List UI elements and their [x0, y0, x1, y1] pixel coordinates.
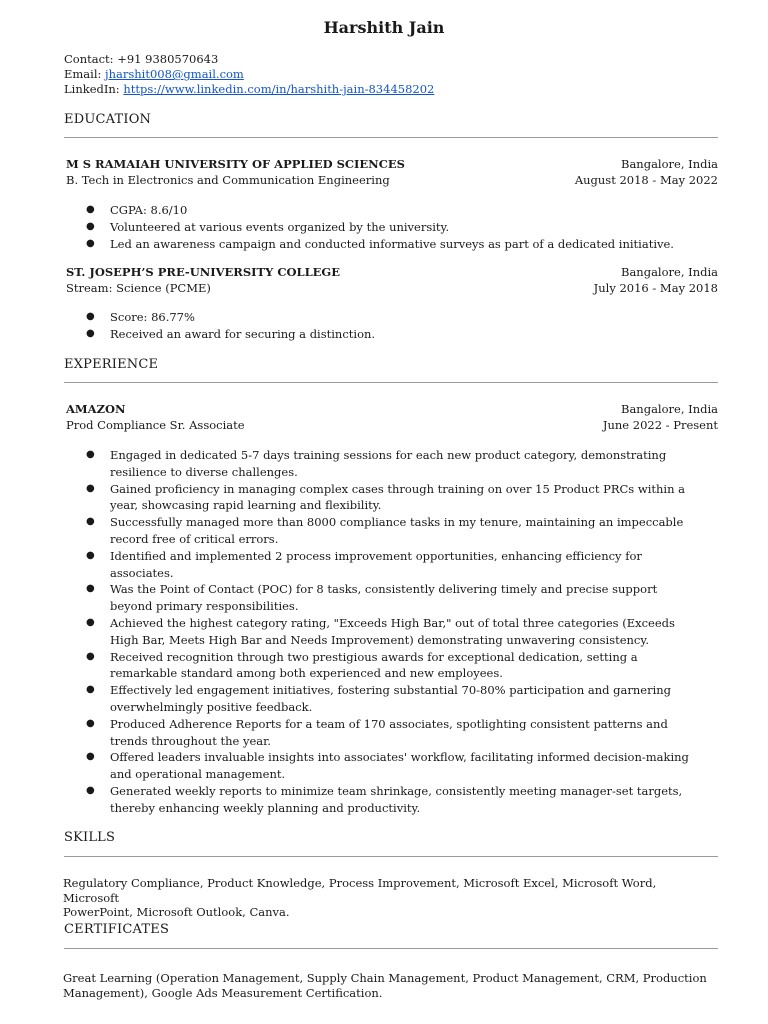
- degree: B. Tech in Electronics and Communication Engineering: [66, 173, 390, 187]
- bullet-icon: ●: [86, 549, 95, 561]
- bullet-icon: ●: [86, 449, 95, 460]
- list-item: ● Led an awareness campaign and conducted informative surveys as part of a dedicated initiative.: [86, 236, 674, 251]
- education-entry-1: [66, 156, 718, 188]
- linkedin-link[interactable]: https://www.linkedin.com/in/harshith-jain-834458202: [123, 82, 435, 96]
- institution-location: Bangalore, India: [621, 157, 718, 171]
- education-entry-2: [66, 264, 718, 296]
- bullet-icon: ●: [86, 650, 95, 662]
- section-divider: [64, 137, 718, 138]
- section-divider: [64, 382, 718, 383]
- list-item: ● Gained proficiency in managing complex cases through training on over 15 Product PRCs within a year, showcasing rapid learning and flexibility.: [86, 481, 686, 513]
- section-divider: [64, 948, 718, 949]
- education-1-bullets: [84, 202, 684, 252]
- list-item: ● Produced Adherence Reports for a team of 170 associates, spotlighting consistent patterns and trends throughout the year.: [86, 716, 668, 748]
- list-item: ● Achieved the highest category rating, "Exceeds High Bar," out of total three categories (Exceeds High Bar, Meets High Bar and Needs Improvement) demonstrating unwavering consistency.: [86, 615, 675, 647]
- bullet-icon: ●: [86, 751, 95, 763]
- list-item: ● Generated weekly reports to minimize team shrinkage, consistently meeting manager-set targets, thereby enhancing weekly planning and productivity.: [86, 783, 683, 815]
- bullet-icon: ●: [86, 717, 95, 729]
- list-item: ● CGPA: 8.6/10: [86, 203, 188, 217]
- section-divider: [64, 856, 718, 857]
- bullet-icon: ●: [86, 327, 95, 339]
- bullet-icon: ●: [86, 204, 95, 215]
- list-item: ● Received recognition through two prestigious awards for exceptional dedication, setting a remarkable standard among both experienced and new employees.: [86, 649, 638, 681]
- contact-phone-label: Contact:: [64, 52, 118, 66]
- certificates-text: Great Learning (Operation Management, Supply Chain Management, Product Management, CRM, Production Management), Google Ads Measurement Certification.: [63, 971, 707, 1000]
- contact-linkedin-label: LinkedIn:: [64, 82, 124, 96]
- candidate-name: Harshith Jain: [323, 18, 445, 37]
- list-item: ● Effectively led engagement initiatives, fostering substantial 70-80% participation and garnering overwhelmingly positive feedback.: [86, 683, 672, 714]
- job-role: Prod Compliance Sr. Associate: [66, 418, 245, 432]
- bullet-icon: ●: [86, 482, 95, 494]
- bullet-icon: ●: [86, 616, 95, 628]
- bullet-icon: ●: [86, 583, 95, 595]
- list-item: ● Successfully managed more than 8000 compliance tasks in my tenure, maintaining an impeccable record free of critical errors.: [86, 515, 684, 546]
- email-link[interactable]: jharshit008@gmail.com: [105, 67, 244, 81]
- list-item: ● Score: 86.77%: [86, 310, 195, 324]
- section-title-skills: SKILLS: [64, 830, 116, 845]
- section-title-experience: EXPERIENCE: [64, 357, 159, 372]
- contact-block: [64, 52, 434, 97]
- degree: Stream: Science (PCME): [66, 281, 211, 295]
- contact-email-label: Email:: [64, 67, 106, 81]
- list-item: ● Volunteered at various events organized by the university.: [86, 219, 450, 234]
- bullet-icon: ●: [86, 684, 95, 696]
- list-item: ● Identified and implemented 2 process improvement opportunities, enhancing efficiency for associates.: [86, 548, 642, 580]
- list-item: ● Engaged in dedicated 5-7 days training sessions for each new product category, demonstrating resilience to diverse challenges.: [86, 448, 667, 479]
- contact-email-line: [64, 67, 434, 82]
- contact-phone-line: [64, 52, 434, 67]
- bullet-icon: ●: [86, 516, 95, 528]
- education-2-bullets: [84, 309, 684, 343]
- company-name: AMAZON: [66, 402, 126, 416]
- list-item: ● Received an award for securing a distinction.: [86, 326, 376, 341]
- bullet-icon: ●: [86, 784, 95, 796]
- list-item: ● Was the Point of Contact (POC) for 8 tasks, consistently delivering timely and precise support beyond primary responsibilities.: [86, 582, 658, 614]
- list-item: ● Offered leaders invaluable insights into associates' workflow, facilitating informed decision-making and operational management.: [86, 750, 689, 782]
- bullet-icon: ●: [86, 220, 95, 232]
- job-dates: June 2022 - Present: [602, 418, 718, 432]
- bullet-icon: ●: [86, 237, 95, 249]
- contact-linkedin-line: [64, 82, 434, 97]
- section-title-education: EDUCATION: [64, 112, 152, 127]
- education-dates: July 2016 - May 2018: [593, 281, 718, 295]
- experience-bullets: [84, 447, 694, 817]
- section-title-certificates: CERTIFICATES: [64, 922, 170, 937]
- contact-phone: +91 9380570643: [117, 52, 219, 66]
- bullet-icon: ●: [86, 311, 95, 322]
- skills-text: Regulatory Compliance, Product Knowledge, Process Improvement, Microsoft Excel, Microsoft Word, Microsoft PowerPoint, Microsoft Outlook, Canva.: [63, 876, 657, 919]
- experience-entry: [66, 401, 718, 433]
- education-dates: August 2018 - May 2022: [574, 173, 718, 187]
- institution-location: Bangalore, India: [621, 265, 718, 279]
- company-location: Bangalore, India: [621, 402, 718, 416]
- institution-name: M S RAMAIAH UNIVERSITY OF APPLIED SCIENCES: [66, 157, 405, 171]
- institution-name: ST. JOSEPH’S PRE-UNIVERSITY COLLEGE: [66, 265, 341, 279]
